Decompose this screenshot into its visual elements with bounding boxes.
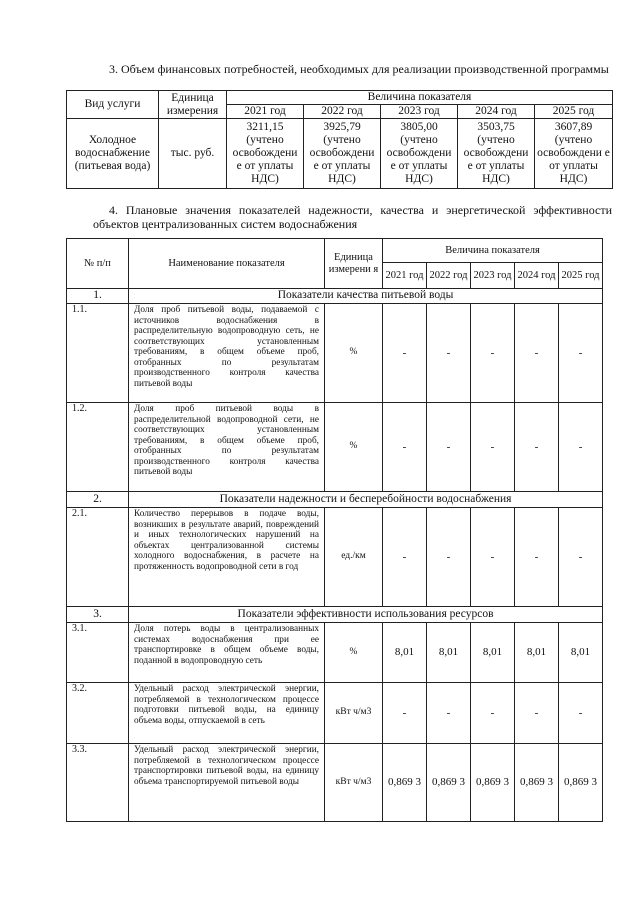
section-num: 2. (67, 492, 129, 508)
indicator-unit: % (325, 304, 383, 403)
indicator-value: 0,869 3 (515, 744, 559, 822)
indicator-value: - (427, 683, 471, 744)
indicator-value: - (383, 403, 427, 492)
unit: тыс. руб. (159, 119, 227, 189)
indicator-value: - (559, 508, 603, 607)
year-header: 2021 год (227, 105, 304, 119)
section-num: 1. (67, 289, 129, 304)
indicator-value: - (559, 683, 603, 744)
year-header: 2025 год (535, 105, 613, 119)
value-cell: 3805,00 (учтено освобождени е от уплаты НДС) (381, 119, 458, 189)
indicator-value: - (471, 304, 515, 403)
section-title: Показатели эффективности использования ресурсов (129, 607, 603, 623)
row-num: 3.1. (67, 623, 129, 683)
value-cell: 3607,89 (учтено освобождени е от уплаты НДС) (535, 119, 613, 189)
col-header-unit: Единица измерени я (325, 239, 383, 289)
indicator-value: - (383, 683, 427, 744)
indicator-value: 8,01 (559, 623, 603, 683)
indicator-name: Доля проб питьевой воды, подаваемой с источников водоснабжения в распределительную водопроводную сеть, не соответствующих установленным требованиям, в общем объеме проб, отобранных по результатам производственного контроля качества питьевой воды (129, 304, 325, 403)
value-cell: 3503,75 (учтено освобождени е от уплаты НДС) (458, 119, 535, 189)
indicator-value: - (559, 304, 603, 403)
row-num: 2.1. (67, 508, 129, 607)
section-title: Показатели качества питьевой воды (129, 289, 603, 304)
value-cell: 3211,15 (учтено освобождени е от уплаты НДС) (227, 119, 304, 189)
financial-needs-table (66, 90, 613, 189)
indicator-value: - (515, 304, 559, 403)
indicator-value: 8,01 (515, 623, 559, 683)
indicator-unit: % (325, 623, 383, 683)
col-header-num: № п/п (67, 239, 129, 289)
indicator-name: Удельный расход электрической энергии, потребляемой в технологическом процессе подготовки питьевой воды, на единицу объема воды, отпускаемой в сеть (129, 683, 325, 744)
col-header-service: Вид услуги (67, 91, 159, 119)
row-num: 1.2. (67, 403, 129, 492)
indicator-unit: ед./км (325, 508, 383, 607)
year-header: 2024 год (458, 105, 535, 119)
indicator-name: Доля проб питьевой воды в распределительной водопроводной сети, не соответствующих установленным требованиям, в общем объеме проб, отобранных по результатам производственного контроля качества питьевой воды (129, 403, 325, 492)
indicator-value: 8,01 (427, 623, 471, 683)
section4-heading: 4. Плановые значения показателей надежности, качества и энергетической эффективности объектов централизованных систем водоснабжения (93, 203, 612, 231)
col-header-name: Наименование показателя (129, 239, 325, 289)
indicator-value: 0,869 3 (471, 744, 515, 822)
service-name: Холодное водоснабжение (питьевая вода) (67, 119, 159, 189)
indicator-name: Количество перерывов в подаче воды, возникших в результате аварий, повреждений и иных технологических нарушений на объектах централизованной системы холодного водоснабжения, в расчете на протяженность водопроводной сети в год (129, 508, 325, 607)
section-title: Показатели надежности и бесперебойности водоснабжения (129, 492, 603, 508)
indicator-value: - (427, 304, 471, 403)
row-num: 3.2. (67, 683, 129, 744)
year-header: 2023 год (381, 105, 458, 119)
col-header-unit: Единица измерения (159, 91, 227, 119)
indicator-value: - (383, 304, 427, 403)
indicator-value: 8,01 (471, 623, 515, 683)
indicator-value: - (471, 508, 515, 607)
indicator-value: 8,01 (383, 623, 427, 683)
col-header-value: Величина показателя (383, 239, 603, 263)
year-header: 2022 год (427, 263, 471, 289)
indicator-unit: кВт ч/м3 (325, 744, 383, 822)
indicator-value: 0,869 3 (559, 744, 603, 822)
indicator-value: - (471, 683, 515, 744)
indicator-value: - (515, 403, 559, 492)
indicator-value: - (471, 403, 515, 492)
indicator-value: - (383, 508, 427, 607)
indicator-value: - (427, 508, 471, 607)
indicator-value: 0,869 3 (383, 744, 427, 822)
section-num: 3. (67, 607, 129, 623)
indicator-value: - (515, 683, 559, 744)
row-num: 1.1. (67, 304, 129, 403)
col-header-value: Величина показателя (227, 91, 613, 105)
indicator-value: - (515, 508, 559, 607)
year-header: 2025 год (559, 263, 603, 289)
section3-heading: 3. Объем финансовых потребностей, необходимых для реализации производственной программы (109, 62, 609, 76)
indicator-value: 0,869 3 (427, 744, 471, 822)
indicator-name: Доля потерь воды в централизованных системах водоснабжения при ее транспортировке в общем объеме воды, поданной в водопроводную сеть (129, 623, 325, 683)
year-header: 2024 год (515, 263, 559, 289)
indicator-name: Удельный расход электрической энергии, потребляемой в технологическом процессе транспортировки питьевой воды, на единицу объема транспортируемой питьевой воды (129, 744, 325, 822)
year-header: 2023 год (471, 263, 515, 289)
year-header: 2022 год (304, 105, 381, 119)
indicator-value: - (427, 403, 471, 492)
indicators-table (66, 238, 603, 822)
indicator-unit: кВт ч/м3 (325, 683, 383, 744)
value-cell: 3925,79 (учтено освобождени е от уплаты НДС) (304, 119, 381, 189)
indicator-value: - (559, 403, 603, 492)
row-num: 3.3. (67, 744, 129, 822)
year-header: 2021 год (383, 263, 427, 289)
indicator-unit: % (325, 403, 383, 492)
